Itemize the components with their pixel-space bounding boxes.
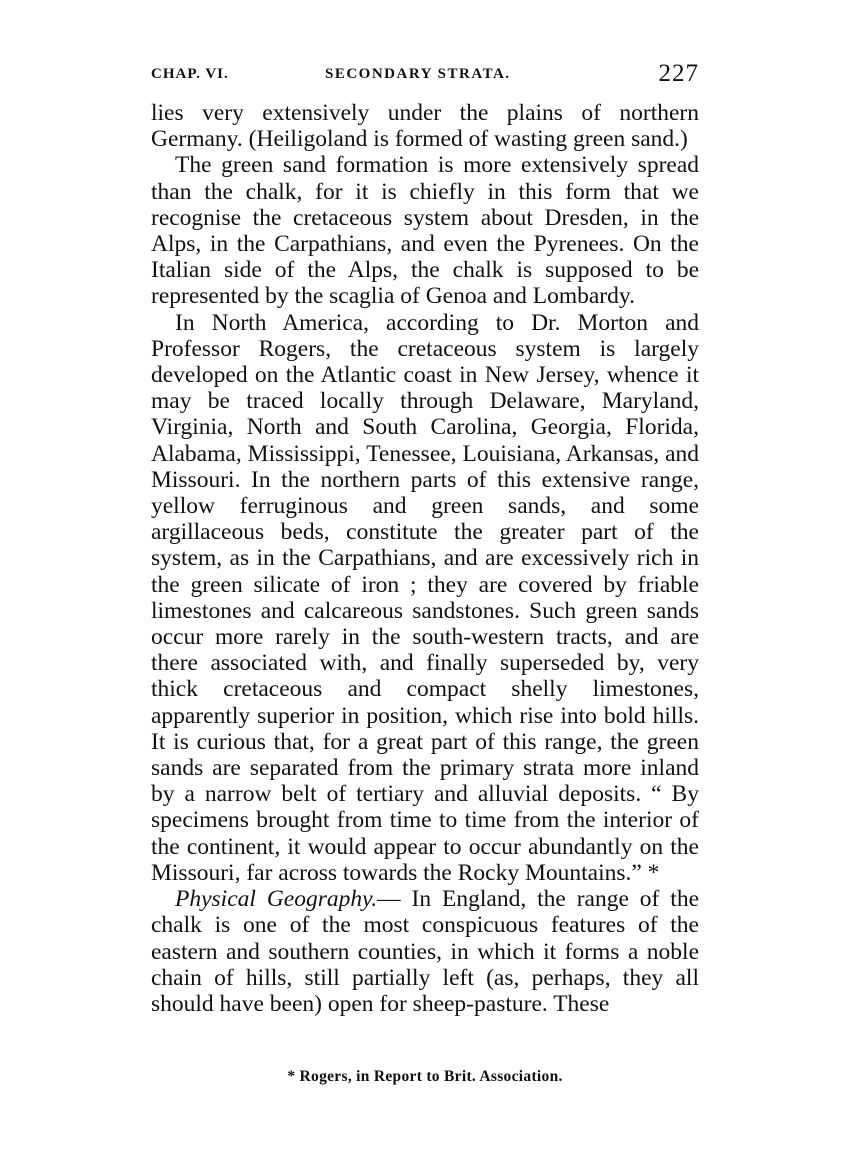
paragraph-continued: lies very extensively under the plains of northern Germany. (Heiligoland is formed of wasting green sand.) [151,100,699,153]
paragraph-physical-geography [151,886,699,1017]
section-title: SECONDARY STRATA. [325,66,511,82]
footnote: * Rogers, in Report to Brit. Association. [287,1068,563,1085]
paragraph-north-america: In North America, according to Dr. Morton and Professor Rogers, the cretaceous system is largely developed on the Atlantic coast in New Jersey, whence it may be traced locally through Delaware, Maryland, Virginia, North and South Carolina, Georgia, Florida, Alabama, Mississippi, Tenessee, Louisiana, Arkansas, and Missouri. In the northern parts of this extensive range, yellow ferruginous and green sands, and some argillaceous beds, constitute the greater part of the system, as in the Carpathians, and are excessively rich in the green silicate of iron ; they are covered by friable limestones and calcareous sandstones. Such green sands occur more rarely in the south-western tracts, and are there associated with, and finally superseded by, very thick cretaceous and compact shelly limestones, apparently superior in position, which rise into bold hills. It is curious that, for a great part of this range, the green sands are separated from the primary strata more inland by a narrow belt of tertiary and alluvial deposits. “ By specimens brought from time to time from the interior of the continent, it would appear to occur abundantly on the Missouri, far across towards the Rocky Mountains.” * [151,309,699,886]
running-head [151,62,699,88]
page-number: 227 [658,60,699,87]
physical-geography-text: — In England, the range of the chalk is one of the most conspicuous features of the eastern and southern counties, in which it forms a noble chain of hills, still partially left (as, perhaps, they all should have been) open for sheep-pasture. These [151,886,699,1017]
paragraph-green-sand: The green sand formation is more extensively spread than the chalk, for it is chiefly in this form that we recognise the cretaceous system about Dresden, in the Alps, in the Carpathians, and even the Pyrenees. On the Italian side of the Alps, the chalk is supposed to be represented by the scaglia of Genoa and Lombardy. [151,152,699,310]
body-text [151,100,699,1017]
section-heading-physical-geography: Physical Geography. [175,886,378,913]
chapter-label: CHAP. VI. [151,66,229,82]
